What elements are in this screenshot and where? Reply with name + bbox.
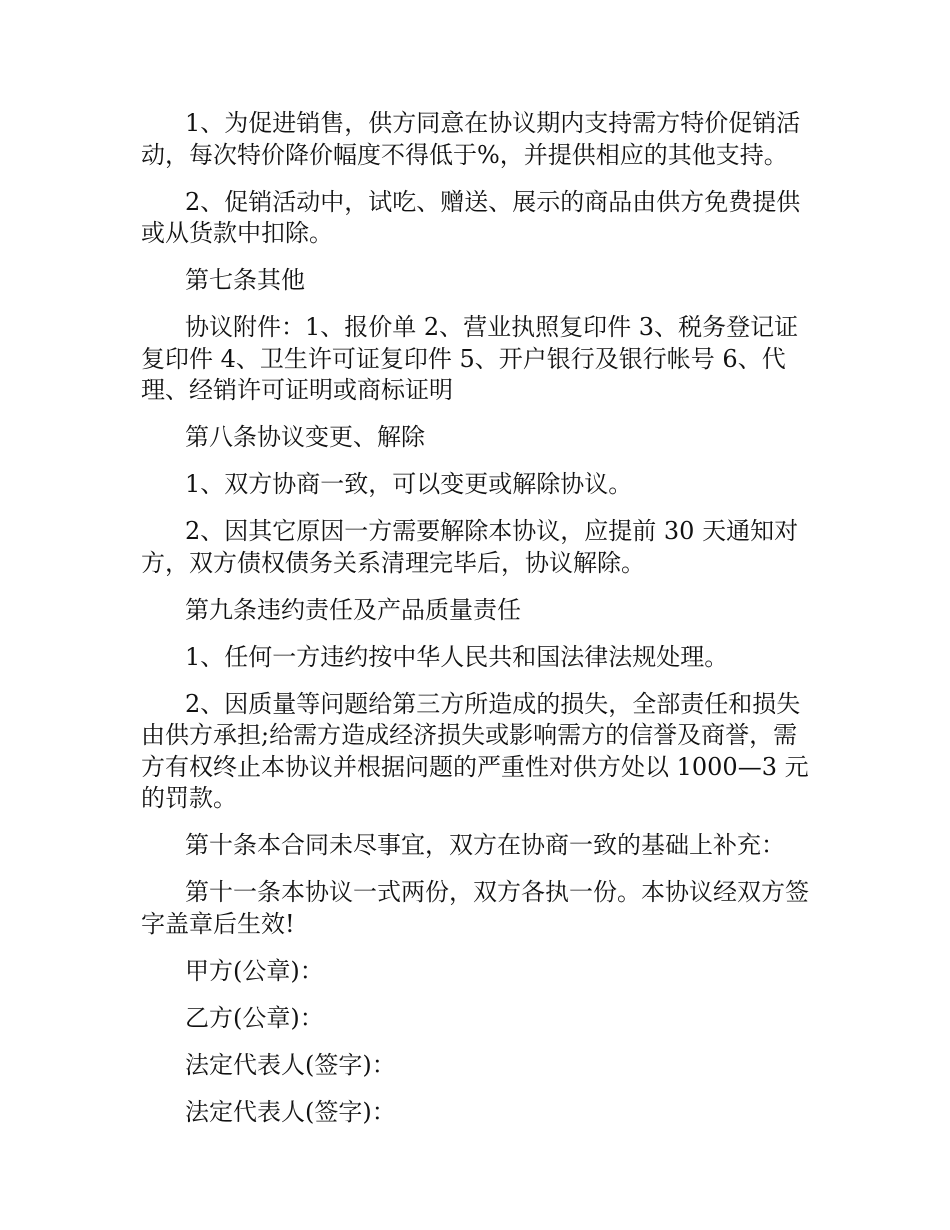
clause-quality-liability: 2、因质量等问题给第三方所造成的损失，全部责任和损失由供方承担;给需方造成经济损失或影响需方的信誉及商誉，需方有权终止本协议并根据问题的严重性对供方处以 1000—3 元的罚款。 bbox=[141, 689, 809, 812]
article-11: 第十一条本协议一式两份，双方各执一份。本协议经双方签字盖章后生效! bbox=[141, 878, 809, 938]
agreement-attachments: 协议附件：1、报价单 2、营业执照复印件 3、税务登记证复印件 4、卫生许可证复印件 5、开户银行及银行帐号 6、代理、经销许可证明或商标证明 bbox=[141, 313, 799, 404]
article-9-heading: 第九条违约责任及产品质量责任 bbox=[185, 595, 521, 624]
legal-rep-signature-a: 法定代表人(签字)： bbox=[185, 1050, 396, 1079]
article-8-heading: 第八条协议变更、解除 bbox=[185, 423, 425, 451]
clause-mutual-termination: 1、双方协商一致，可以变更或解除协议。 bbox=[185, 470, 633, 498]
article-7-heading: 第七条其他 bbox=[185, 266, 305, 294]
clause-breach-law: 1、任何一方违约按中华人民共和国法律法规处理。 bbox=[185, 642, 729, 671]
clause-notice-termination: 2、因其它原因一方需要解除本协议，应提前 30 天通知对方，双方债权债务关系清理完毕后，协议解除。 bbox=[141, 517, 799, 577]
article-10: 第十条本合同未尽事宜，双方在协商一致的基础上补充： bbox=[185, 831, 785, 859]
document-page bbox=[141, 108, 813, 1144]
party-b-seal: 乙方(公章)： bbox=[185, 1003, 324, 1032]
clause-promotion-support: 1、为促进销售，供方同意在协议期内支持需方特价促销活动，每次特价降价幅度不得低于%，并提供相应的其他支持。 bbox=[141, 109, 801, 169]
legal-rep-signature-b: 法定代表人(签字)： bbox=[185, 1097, 396, 1126]
party-a-seal: 甲方(公章)： bbox=[185, 956, 324, 985]
clause-promotion-samples: 2、促销活动中，试吃、赠送、展示的商品由供方免费提供或从货款中扣除。 bbox=[141, 187, 801, 247]
